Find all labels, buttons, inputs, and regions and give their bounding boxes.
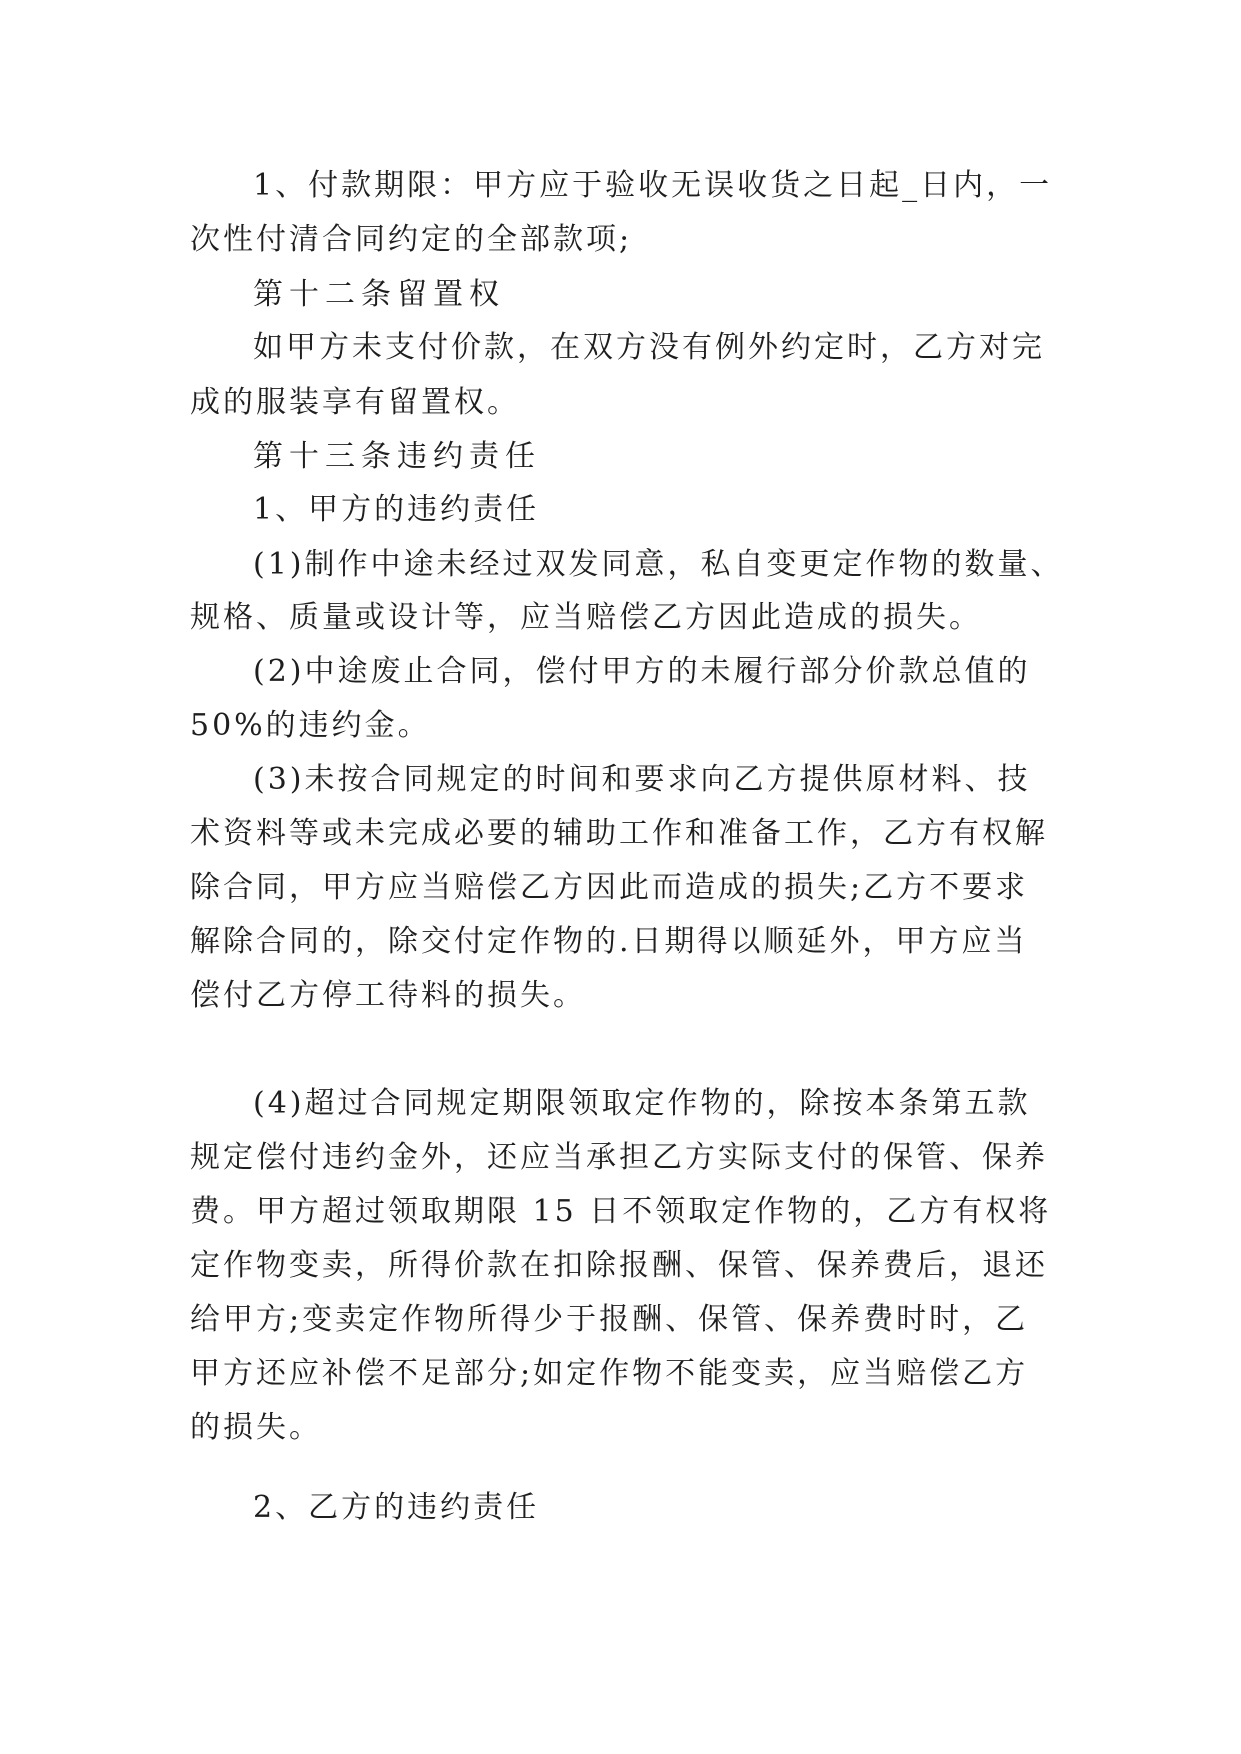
clause-4-line-4: 定作物变卖，所得价款在扣除报酬、保管、保养费后，退还 [190, 1248, 1048, 1283]
clause-3-line-3: 除合同，甲方应当赔偿乙方因此而造成的损失;乙方不要求 [190, 870, 1029, 905]
lien-text-line-2: 成的服装享有留置权。 [190, 385, 520, 420]
clause-3-line-4: 解除合同的，除交付定作物的.日期得以顺延外，甲方应当 [190, 924, 1028, 959]
clause-4-line-1: (4)超过合同规定期限领取定作物的，除按本条第五款 [253, 1086, 1031, 1121]
clause-4-line-6: 甲方还应补偿不足部分;如定作物不能变卖，应当赔偿乙方 [190, 1356, 1029, 1391]
clause-3-line-5: 偿付乙方停工待料的损失。 [190, 978, 586, 1013]
clause-4-line-3: 费。甲方超过领取期限 15 日不领取定作物的，乙方有权将 [190, 1194, 1052, 1229]
article-12-heading: 第十二条留置权 [253, 277, 505, 312]
party-b-liability-heading: 2、乙方的违约责任 [253, 1490, 540, 1525]
clause-2-line-2: 50%的违约金。 [190, 708, 431, 743]
clause-4-line-7: 的损失。 [190, 1410, 322, 1445]
clause-2-line-1: (2)中途废止合同，偿付甲方的未履行部分价款总值的 [253, 654, 1031, 689]
clause-3-line-1: (3)未按合同规定的时间和要求向乙方提供原材料、技 [253, 762, 1031, 797]
payment-term-line-2: 次性付清合同约定的全部款项; [190, 222, 633, 257]
clause-1-line-1: (1)制作中途未经过双发同意，私自变更定作物的数量、 [253, 547, 1064, 582]
clause-1-line-2: 规格、质量或设计等，应当赔偿乙方因此造成的损失。 [190, 600, 982, 635]
payment-term-line-1: 1、付款期限：甲方应于验收无误收货之日起_日内，一 [253, 168, 1053, 203]
article-13-heading: 第十三条违约责任 [253, 439, 541, 474]
clause-3-line-2: 术资料等或未完成必要的辅助工作和准备工作，乙方有权解 [190, 816, 1048, 851]
lien-text-line-1: 如甲方未支付价款，在双方没有例外约定时，乙方对完 [253, 330, 1045, 365]
clause-4-line-5: 给甲方;变卖定作物所得少于报酬、保管、保养费时时，乙 [190, 1302, 1029, 1337]
clause-4-line-2: 规定偿付违约金外，还应当承担乙方实际支付的保管、保养 [190, 1140, 1048, 1175]
party-a-liability-heading: 1、甲方的违约责任 [253, 492, 540, 527]
